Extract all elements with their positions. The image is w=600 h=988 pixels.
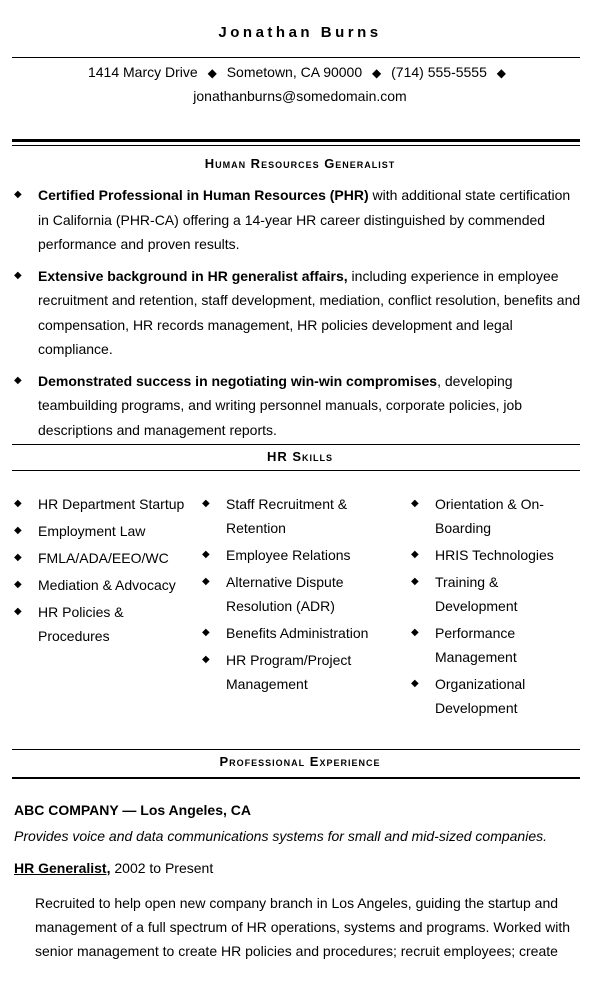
- skills-title: HR Skills: [266, 449, 334, 464]
- list-item: ◆ Employee Relations: [200, 543, 380, 567]
- summary-highlight: Extensive background in HR generalist affairs,: [38, 267, 348, 284]
- candidate-name: Jonathan Burns: [218, 24, 382, 41]
- bullet-diamond-icon: ◆: [411, 678, 419, 689]
- list-item: ◆ Training & Development: [409, 570, 540, 618]
- bullet-diamond-icon: ◆: [202, 576, 210, 587]
- bullet-diamond-icon: ◆: [14, 579, 22, 590]
- list-item: ◆ Benefits Administration: [200, 621, 380, 645]
- city: Sometown, CA 90000: [226, 64, 363, 80]
- summary-highlight: Certified Professional in Human Resources (PHR): [38, 187, 369, 203]
- bullet-diamond-icon: ◆: [411, 576, 419, 587]
- bullet-diamond-icon: ◆: [14, 189, 22, 200]
- bullet-diamond-icon: ◆: [202, 654, 210, 665]
- list-item: [12, 369, 582, 443]
- separator-diamond-icon: ◆: [496, 66, 507, 80]
- list-item: ◆ FMLA/ADA/EEO/WC: [12, 546, 192, 570]
- experience-bottom-divider: [12, 777, 580, 779]
- skills-column-3: [409, 492, 574, 723]
- skills-bottom-divider: [12, 470, 580, 471]
- experience-title: Professional Experience: [219, 754, 381, 769]
- company-description: Provides voice and data communications systems for small and mid-sized companies.: [14, 828, 548, 844]
- bullet-diamond-icon: ◆: [14, 606, 22, 617]
- bullet-diamond-icon: ◆: [411, 627, 419, 638]
- summary-highlight: Demonstrated success in negotiating win-win compromises: [38, 372, 438, 389]
- list-item: ◆ HRIS Technologies: [409, 543, 574, 567]
- email-line: [0, 88, 600, 104]
- contact-line: [0, 64, 600, 80]
- summary-text: with additional state certification in California (PHR-CA) offering a 14-year HR career distinguished by commended performance and proven results.: [38, 187, 571, 252]
- list-item: [12, 264, 582, 362]
- summary-text: , developing teambuilding programs, and writing personnel manuals, corporate policies, job descriptions and management reports.: [38, 372, 523, 438]
- bullet-diamond-icon: ◆: [14, 374, 22, 386]
- email: jonathanburns@somedomain.com: [193, 88, 407, 104]
- phone: (714) 555-5555: [391, 64, 487, 80]
- bullet-diamond-icon: ◆: [202, 498, 210, 509]
- bullet-diamond-icon: ◆: [14, 552, 22, 563]
- header-divider: [12, 57, 580, 58]
- thick-divider: [12, 139, 580, 142]
- role-dates: 2002 to Present: [110, 860, 214, 876]
- role-line: [14, 860, 213, 876]
- thin-divider: [12, 145, 580, 146]
- list-item: ◆ Alternative Dispute Resolution (ADR): [200, 570, 356, 618]
- list-item: ◆ Mediation & Advocacy: [12, 573, 192, 597]
- role-description: Recruited to help open new company branch in Los Angeles, guiding the startup and management of a full spectrum of HR operations, systems and programs. Worked with senior management to create HR policies and procedures; recruit employees; create: [35, 895, 571, 959]
- bullet-diamond-icon: ◆: [411, 549, 419, 560]
- summary-list: [12, 183, 582, 449]
- role-title: HR Generalist,: [14, 860, 111, 876]
- bullet-diamond-icon: ◆: [14, 525, 22, 536]
- skills-column-1: [12, 492, 192, 651]
- list-item: ◆ Orientation & On-Boarding: [409, 492, 560, 540]
- bullet-diamond-icon: ◆: [411, 498, 419, 509]
- skills-top-divider: [12, 444, 580, 445]
- list-item: ◆ Employment Law: [12, 519, 192, 543]
- bullet-diamond-icon: ◆: [202, 627, 210, 638]
- list-item: ◆ HR Department Startup: [12, 492, 192, 516]
- bullet-diamond-icon: ◆: [202, 549, 210, 560]
- experience-top-divider: [12, 749, 580, 750]
- list-item: ◆ Staff Recruitment & Retention: [200, 492, 356, 540]
- address: 1414 Marcy Drive: [87, 64, 198, 80]
- list-item: ◆ Organizational Development: [409, 672, 540, 720]
- separator-diamond-icon: ◆: [372, 66, 382, 80]
- list-item: [12, 183, 582, 257]
- skills-column-2: [200, 492, 380, 699]
- company-name: ABC COMPANY — Los Angeles, CA: [14, 802, 251, 818]
- bullet-diamond-icon: ◆: [14, 498, 22, 509]
- bullet-diamond-icon: ◆: [14, 269, 22, 281]
- list-item: ◆ Performance Management: [409, 621, 540, 669]
- list-item: ◆ HR Policies & Procedures: [12, 600, 148, 648]
- separator-diamond-icon: ◆: [207, 66, 217, 80]
- list-item: ◆ HR Program/Project Management: [200, 648, 366, 696]
- summary-title: Human Resources Generalist: [204, 156, 396, 171]
- summary-text: including experience in employee recruitment and retention, staff development, mediation, conflict resolution, benefits and compensation, HR records management, HR policies development and legal compliance.: [38, 267, 581, 357]
